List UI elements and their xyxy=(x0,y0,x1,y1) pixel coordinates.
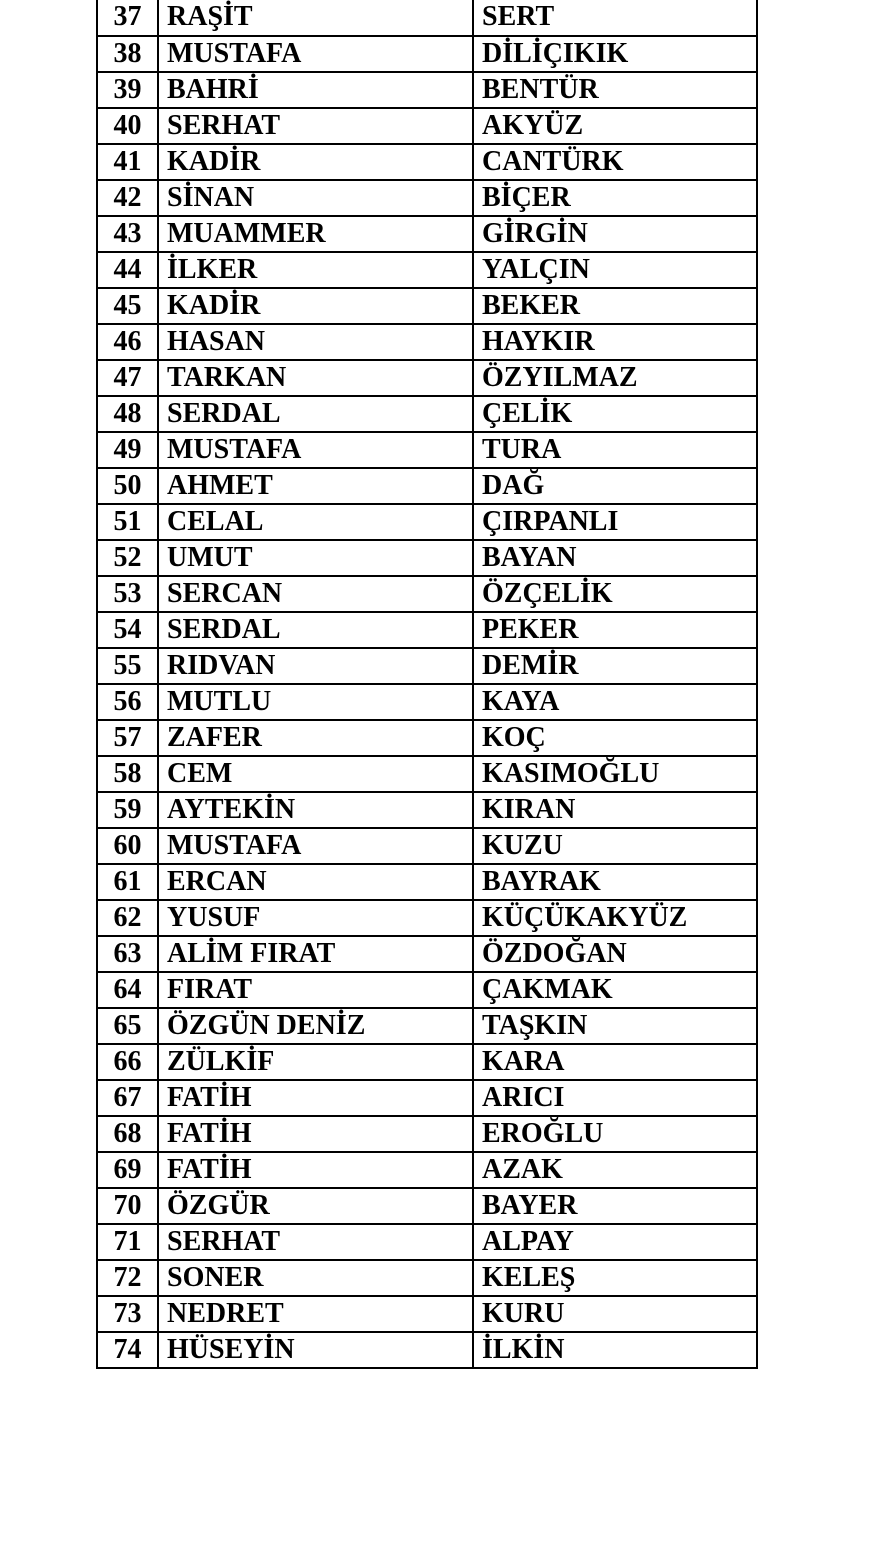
row-number-cell: 49 xyxy=(97,432,158,468)
last-name-cell: GİRGİN xyxy=(473,216,757,252)
table-row xyxy=(97,828,757,864)
table-row xyxy=(97,1080,757,1116)
row-number-cell: 66 xyxy=(97,1044,158,1080)
last-name-cell: AZAK xyxy=(473,1152,757,1188)
first-name-cell: ERCAN xyxy=(158,864,473,900)
last-name-cell: KASIMOĞLU xyxy=(473,756,757,792)
last-name-cell: BAYER xyxy=(473,1188,757,1224)
table-row xyxy=(97,432,757,468)
row-number-cell: 70 xyxy=(97,1188,158,1224)
first-name-cell: SONER xyxy=(158,1260,473,1296)
last-name-cell: BENTÜR xyxy=(473,72,757,108)
last-name-cell: EROĞLU xyxy=(473,1116,757,1152)
last-name-cell: BAYRAK xyxy=(473,864,757,900)
last-name-cell: KUZU xyxy=(473,828,757,864)
row-number-cell: 46 xyxy=(97,324,158,360)
last-name-cell: YALÇIN xyxy=(473,252,757,288)
table-row xyxy=(97,504,757,540)
row-number-cell: 39 xyxy=(97,72,158,108)
row-number-cell: 61 xyxy=(97,864,158,900)
row-number-cell: 51 xyxy=(97,504,158,540)
last-name-cell: TURA xyxy=(473,432,757,468)
last-name-cell: KARA xyxy=(473,1044,757,1080)
row-number-cell: 69 xyxy=(97,1152,158,1188)
first-name-cell: UMUT xyxy=(158,540,473,576)
first-name-cell: ZÜLKİF xyxy=(158,1044,473,1080)
first-name-cell: ÖZGÜN DENİZ xyxy=(158,1008,473,1044)
row-number-cell: 44 xyxy=(97,252,158,288)
first-name-cell: FATİH xyxy=(158,1116,473,1152)
first-name-cell: ÖZGÜR xyxy=(158,1188,473,1224)
first-name-cell: NEDRET xyxy=(158,1296,473,1332)
table-row xyxy=(97,972,757,1008)
table-body xyxy=(97,0,757,1368)
name-list-table-container xyxy=(96,0,756,1369)
first-name-cell: AYTEKİN xyxy=(158,792,473,828)
last-name-cell: ARICI xyxy=(473,1080,757,1116)
table-row xyxy=(97,576,757,612)
table-row xyxy=(97,360,757,396)
row-number-cell: 38 xyxy=(97,36,158,72)
table-row xyxy=(97,216,757,252)
first-name-cell: CELAL xyxy=(158,504,473,540)
row-number-cell: 48 xyxy=(97,396,158,432)
row-number-cell: 73 xyxy=(97,1296,158,1332)
last-name-cell: ALPAY xyxy=(473,1224,757,1260)
table-row xyxy=(97,468,757,504)
name-list-table xyxy=(96,0,758,1369)
last-name-cell: ÇAKMAK xyxy=(473,972,757,1008)
row-number-cell: 58 xyxy=(97,756,158,792)
row-number-cell: 60 xyxy=(97,828,158,864)
row-number-cell: 40 xyxy=(97,108,158,144)
row-number-cell: 74 xyxy=(97,1332,158,1368)
table-row xyxy=(97,180,757,216)
last-name-cell: KIRAN xyxy=(473,792,757,828)
table-row xyxy=(97,108,757,144)
first-name-cell: YUSUF xyxy=(158,900,473,936)
table-row xyxy=(97,1008,757,1044)
first-name-cell: SERDAL xyxy=(158,396,473,432)
last-name-cell: KÜÇÜKAKYÜZ xyxy=(473,900,757,936)
table-row xyxy=(97,1260,757,1296)
row-number-cell: 72 xyxy=(97,1260,158,1296)
row-number-cell: 53 xyxy=(97,576,158,612)
table-row xyxy=(97,648,757,684)
last-name-cell: KOÇ xyxy=(473,720,757,756)
first-name-cell: FIRAT xyxy=(158,972,473,1008)
first-name-cell: SERDAL xyxy=(158,612,473,648)
row-number-cell: 45 xyxy=(97,288,158,324)
last-name-cell: İLKİN xyxy=(473,1332,757,1368)
first-name-cell: MUAMMER xyxy=(158,216,473,252)
row-number-cell: 47 xyxy=(97,360,158,396)
last-name-cell: PEKER xyxy=(473,612,757,648)
last-name-cell: ÇELİK xyxy=(473,396,757,432)
row-number-cell: 55 xyxy=(97,648,158,684)
table-row xyxy=(97,1296,757,1332)
first-name-cell: ALİM FIRAT xyxy=(158,936,473,972)
first-name-cell: RIDVAN xyxy=(158,648,473,684)
last-name-cell: SERT xyxy=(473,0,757,36)
first-name-cell: CEM xyxy=(158,756,473,792)
row-number-cell: 42 xyxy=(97,180,158,216)
last-name-cell: HAYKIR xyxy=(473,324,757,360)
row-number-cell: 62 xyxy=(97,900,158,936)
last-name-cell: BEKER xyxy=(473,288,757,324)
first-name-cell: HÜSEYİN xyxy=(158,1332,473,1368)
first-name-cell: İLKER xyxy=(158,252,473,288)
table-row xyxy=(97,1116,757,1152)
row-number-cell: 67 xyxy=(97,1080,158,1116)
first-name-cell: RAŞİT xyxy=(158,0,473,36)
table-row xyxy=(97,1332,757,1368)
row-number-cell: 64 xyxy=(97,972,158,1008)
row-number-cell: 43 xyxy=(97,216,158,252)
first-name-cell: MUSTAFA xyxy=(158,828,473,864)
row-number-cell: 50 xyxy=(97,468,158,504)
table-row xyxy=(97,900,757,936)
table-row xyxy=(97,252,757,288)
last-name-cell: TAŞKIN xyxy=(473,1008,757,1044)
table-row xyxy=(97,396,757,432)
first-name-cell: FATİH xyxy=(158,1152,473,1188)
row-number-cell: 59 xyxy=(97,792,158,828)
table-row xyxy=(97,792,757,828)
table-row xyxy=(97,288,757,324)
row-number-cell: 71 xyxy=(97,1224,158,1260)
row-number-cell: 41 xyxy=(97,144,158,180)
table-row xyxy=(97,1044,757,1080)
last-name-cell: ÖZYILMAZ xyxy=(473,360,757,396)
last-name-cell: BİÇER xyxy=(473,180,757,216)
last-name-cell: AKYÜZ xyxy=(473,108,757,144)
last-name-cell: ÖZDOĞAN xyxy=(473,936,757,972)
table-row xyxy=(97,144,757,180)
last-name-cell: BAYAN xyxy=(473,540,757,576)
table-row xyxy=(97,72,757,108)
first-name-cell: BAHRİ xyxy=(158,72,473,108)
table-row xyxy=(97,612,757,648)
row-number-cell: 54 xyxy=(97,612,158,648)
first-name-cell: MUSTAFA xyxy=(158,36,473,72)
row-number-cell: 68 xyxy=(97,1116,158,1152)
first-name-cell: AHMET xyxy=(158,468,473,504)
table-row xyxy=(97,36,757,72)
row-number-cell: 57 xyxy=(97,720,158,756)
first-name-cell: HASAN xyxy=(158,324,473,360)
first-name-cell: MUSTAFA xyxy=(158,432,473,468)
first-name-cell: FATİH xyxy=(158,1080,473,1116)
table-row xyxy=(97,1152,757,1188)
first-name-cell: TARKAN xyxy=(158,360,473,396)
last-name-cell: DEMİR xyxy=(473,648,757,684)
last-name-cell: CANTÜRK xyxy=(473,144,757,180)
first-name-cell: SERCAN xyxy=(158,576,473,612)
table-row xyxy=(97,756,757,792)
row-number-cell: 65 xyxy=(97,1008,158,1044)
first-name-cell: ZAFER xyxy=(158,720,473,756)
first-name-cell: MUTLU xyxy=(158,684,473,720)
table-row xyxy=(97,0,757,36)
table-row xyxy=(97,1188,757,1224)
row-number-cell: 56 xyxy=(97,684,158,720)
row-number-cell: 52 xyxy=(97,540,158,576)
last-name-cell: KAYA xyxy=(473,684,757,720)
table-row xyxy=(97,324,757,360)
row-number-cell: 37 xyxy=(97,0,158,36)
last-name-cell: KELEŞ xyxy=(473,1260,757,1296)
first-name-cell: SERHAT xyxy=(158,1224,473,1260)
table-row xyxy=(97,864,757,900)
table-row xyxy=(97,540,757,576)
first-name-cell: SİNAN xyxy=(158,180,473,216)
first-name-cell: KADİR xyxy=(158,144,473,180)
last-name-cell: DİLİÇIKIK xyxy=(473,36,757,72)
table-row xyxy=(97,720,757,756)
last-name-cell: KURU xyxy=(473,1296,757,1332)
last-name-cell: ÖZÇELİK xyxy=(473,576,757,612)
last-name-cell: DAĞ xyxy=(473,468,757,504)
first-name-cell: SERHAT xyxy=(158,108,473,144)
last-name-cell: ÇIRPANLI xyxy=(473,504,757,540)
row-number-cell: 63 xyxy=(97,936,158,972)
table-row xyxy=(97,1224,757,1260)
first-name-cell: KADİR xyxy=(158,288,473,324)
table-row xyxy=(97,936,757,972)
table-row xyxy=(97,684,757,720)
